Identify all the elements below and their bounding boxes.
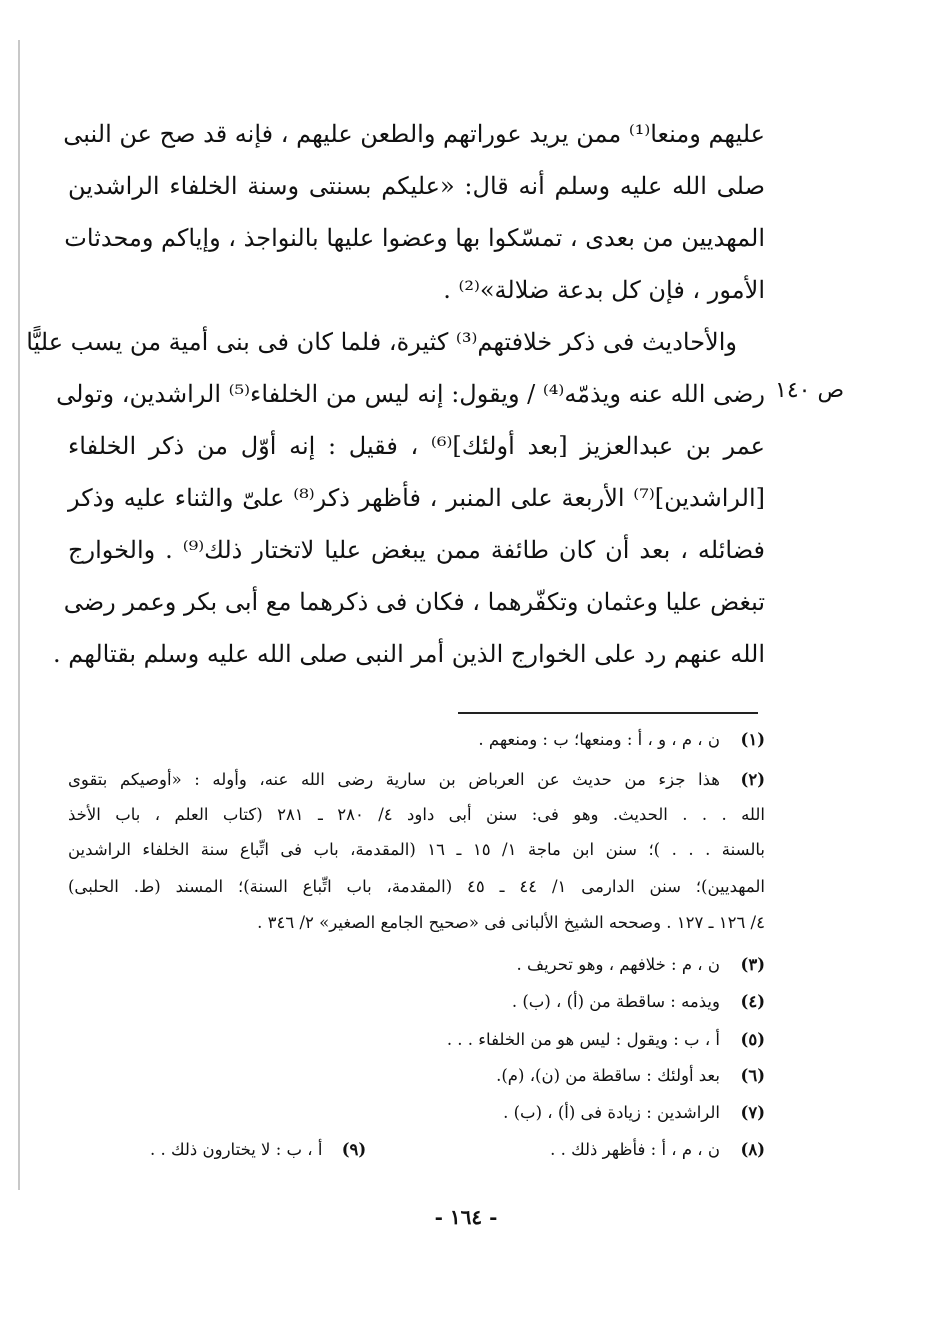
left-margin-rule — [18, 40, 20, 1190]
footnote-text: ن ، م ، أ : فأظهر ذلك . . — [550, 1140, 720, 1159]
footnote-text: أ ، ب : ويقول : ليس هو من الخلفاء . . . — [446, 1030, 720, 1049]
footnote-text: هذا جزء من حديث عن العرباض بن سارية رضى الله عنه، وأوله : «أوصيكم بتقوى — [68, 770, 720, 789]
footnote-separator — [458, 712, 758, 714]
footnote-text: بعد أولئك : ساقطة من (ن)، (م). — [496, 1066, 720, 1085]
footnote-text: ٤/ ١٢٦ ـ ١٢٧ . وصححه الشيخ الألبانى فى «صحيح الجامع الصغير» ٢/ ٣٤٦ . — [257, 913, 765, 932]
footnote-continuation — [68, 840, 765, 868]
footnote — [150, 1140, 366, 1159]
page-number: - ١٦٤ - — [434, 1205, 498, 1229]
footnote — [68, 770, 765, 798]
text-line: الله عنهم رد على الخوارج الذين أمر النبى صلى الله عليه وسلم بقتالهم . — [53, 640, 765, 668]
text-line: [الراشدين]⁽⁷⁾ الأربعة على المنبر ، فأظهر ذكر⁽⁸⁾ علىّ والثناء عليه وذكر — [68, 484, 765, 512]
footnote-text: المهديين)؛ سنن الدارمى ١/ ٤٤ ـ ٤٥ (المقدمة، باب اتِّباع السنة)؛ المسند (ط. الحلبى) — [68, 877, 766, 896]
footnote-number: (٧) — [740, 1103, 765, 1122]
footnote-continuation — [68, 913, 765, 941]
text-line: والأحاديث فى ذكر خلافتهم⁽³⁾ كثيرة، فلما كان فى بنى أمية من يسب عليًّا — [26, 328, 737, 356]
text-line: المهديين من بعدى ، تمسّكوا بها وعضوا عليها بالنواجذ ، وإياكم ومحدثات — [64, 224, 765, 252]
text-line: تبغض عليا وعثمان وتكفّرهما ، فكان فى ذكرهما مع أبى بكر وعمر رضى — [63, 588, 765, 616]
footnote-text: الله . . . الحديث. وهو فى: سنن أبى داود ٤/ ٢٨٠ ـ ٢٨١ (كتاب العلم ، باب الأخذ — [68, 805, 765, 824]
footnote — [68, 992, 765, 1020]
text-line: عليهم ومنعا⁽¹⁾ ممن يريد عوراتهم والطعن عليهم ، فإنه قد صح عن النبى — [63, 120, 765, 148]
text-line: فضائله ، بعد أن كان طائفة ممن يبغض عليا لاتختار ذلك⁽⁹⁾ . والخوارج — [68, 536, 765, 564]
footnote-number: (١) — [740, 730, 765, 749]
footnote-number: (٤) — [740, 992, 765, 1011]
footnote-number: (٣) — [740, 955, 765, 974]
footnote-text: أ ، ب : لا يختارون ذلك . . — [150, 1140, 323, 1159]
footnote — [68, 730, 765, 758]
footnote — [68, 1066, 765, 1094]
footnote — [68, 955, 765, 983]
footnote-text: ن ، م : خلافهم ، وهو تحريف . — [516, 955, 720, 974]
footnote-number: (٥) — [740, 1030, 765, 1049]
footnote-number: (٦) — [740, 1066, 765, 1085]
text-line: الأمور ، فإن كل بدعة ضلالة»⁽²⁾ . — [443, 276, 765, 304]
footnote-text: بالسنة . . . )؛ سنن ابن ماجة ١/ ١٥ ـ ١٦ (المقدمة، باب فى اتِّباع سنة الخلفاء الراشدين — [68, 840, 765, 859]
text-line: عمر بن عبدالعزيز [بعد أولئك]⁽⁶⁾ ، فقيل : إنه أوّل من ذكر الخلفاء — [68, 432, 765, 460]
footnote-text: الراشدين : زيادة فى (أ) ، (ب) . — [503, 1103, 720, 1122]
footnote — [68, 1030, 765, 1058]
footnote-text: ن ، م ، و ، أ : ومنعها؛ ب : ومنعهم . — [478, 730, 720, 749]
footnote-number: (٩) — [341, 1140, 367, 1159]
footnote-continuation — [68, 877, 765, 905]
text-line: رضى الله عنه ويذمّه⁽⁴⁾ / ويقول: إنه ليس من الخلفاء⁽⁵⁾ الراشدين، وتولى — [56, 380, 765, 408]
footnote-number: (٨) — [740, 1140, 765, 1159]
margin-page-reference: ص ١٤٠ — [775, 378, 845, 403]
footnote-number: (٢) — [740, 770, 765, 789]
footnote-continuation — [68, 805, 765, 833]
footnote-text: ويذمه : ساقطة من (أ) ، (ب) . — [511, 992, 720, 1011]
footnote — [68, 1103, 765, 1131]
text-line: صلى الله عليه وسلم أنه قال: «عليكم بسنتى وسنة الخلفاء الراشدين — [68, 172, 765, 200]
